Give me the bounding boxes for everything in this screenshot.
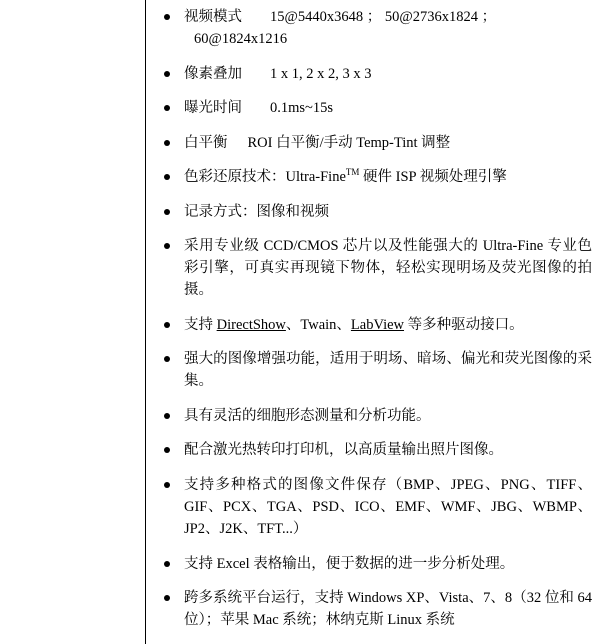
- list-item-driver-interfaces: [160, 314, 592, 336]
- list-item-excel-export: [160, 553, 592, 575]
- list-item-video-mode: [160, 6, 592, 50]
- spec-bullet-list: [146, 0, 602, 631]
- paragraph-excel-export: 支持 Excel 表格输出，便于数据的进一步分析处理。: [184, 556, 514, 572]
- spec-value-exposure-time: 0.1ms~15s: [270, 100, 333, 116]
- paragraph-thermal-printer: 配合激光热转印打印机，以高质量输出照片图像。: [184, 442, 503, 458]
- list-item-record-mode: [160, 201, 592, 223]
- paragraph-driver-pre: 支持: [184, 317, 217, 333]
- driver-labview: LabView: [351, 317, 404, 333]
- trademark-superscript: TM: [346, 167, 360, 177]
- table-row: [46, 0, 602, 644]
- paragraph-file-formats: 支持多种格式的图像文件保存（BMP、JPEG、PNG、TIFF、GIF、PCX、TGA、PSD、ICO、EMF、WMF、JBG、WBMP、JP2、J2K、TFT...）: [184, 477, 592, 537]
- driver-directshow: DirectShow: [217, 317, 286, 333]
- spec-value-pixel-binning: 1 x 1, 2 x 2, 3 x 3: [270, 66, 372, 82]
- spec-value-video-mode: 15@5440x3648 ； 50@2736x1824 ；: [270, 9, 496, 25]
- spec-label-pixel-binning: 像素叠加: [184, 63, 242, 85]
- list-item-pixel-binning: [160, 63, 592, 85]
- table-content-cell: [146, 0, 602, 644]
- list-item-sensor-engine: [160, 235, 592, 301]
- paragraph-cross-platform: 跨多系统平台运行，支持 Windows XP、Vista、7、8（32 位和 64 位）；苹果 Mac 系统；林纳克斯 Linux 系统: [184, 590, 592, 628]
- spec-label-exposure-time: 曝光时间: [184, 97, 242, 119]
- list-item-white-balance: [160, 132, 592, 154]
- paragraph-cell-morphology: 具有灵活的细胞形态测量和分析功能。: [184, 408, 431, 424]
- spec-value-color-restore-pre: Ultra-Fine: [286, 169, 346, 185]
- spec-label-record-mode: 记录方式：图像和视频: [184, 204, 329, 220]
- paragraph-driver-mid: 、Twain、: [286, 317, 351, 333]
- paragraph-sensor-engine: 采用专业级 CCD/CMOS 芯片以及性能强大的 Ultra-Fine 专业色彩引擎，可真实再现镜下物体，轻松实现明场及荧光图像的拍摄。: [184, 238, 592, 298]
- spec-value-video-mode-line2: 60@1824x1216: [194, 31, 287, 47]
- list-item-thermal-printer: [160, 439, 592, 461]
- spec-value-white-balance: ROI 白平衡/手动 Temp-Tint 调整: [248, 135, 451, 151]
- paragraph-image-enhancement: 强大的图像增强功能，适用于明场、暗场、偏光和荧光图像的采集。: [184, 351, 592, 389]
- list-item-cross-platform: [160, 587, 592, 631]
- list-item-file-formats: [160, 474, 592, 540]
- list-item-cell-morphology: [160, 405, 592, 427]
- list-item-exposure-time: [160, 97, 592, 119]
- spec-label-white-balance: 白平衡: [184, 132, 228, 154]
- spec-value-color-restore-post: 硬件 ISP 视频处理引擎: [363, 169, 507, 185]
- spec-label-video-mode: 视频模式: [184, 6, 242, 28]
- list-item-image-enhancement: [160, 348, 592, 392]
- paragraph-driver-post: 等多种驱动接口。: [404, 317, 524, 333]
- specification-table: [46, 0, 602, 644]
- spec-label-color-restore: 色彩还原技术：: [184, 166, 286, 188]
- list-item-color-restore: [160, 166, 592, 188]
- table-left-cell: [46, 0, 146, 644]
